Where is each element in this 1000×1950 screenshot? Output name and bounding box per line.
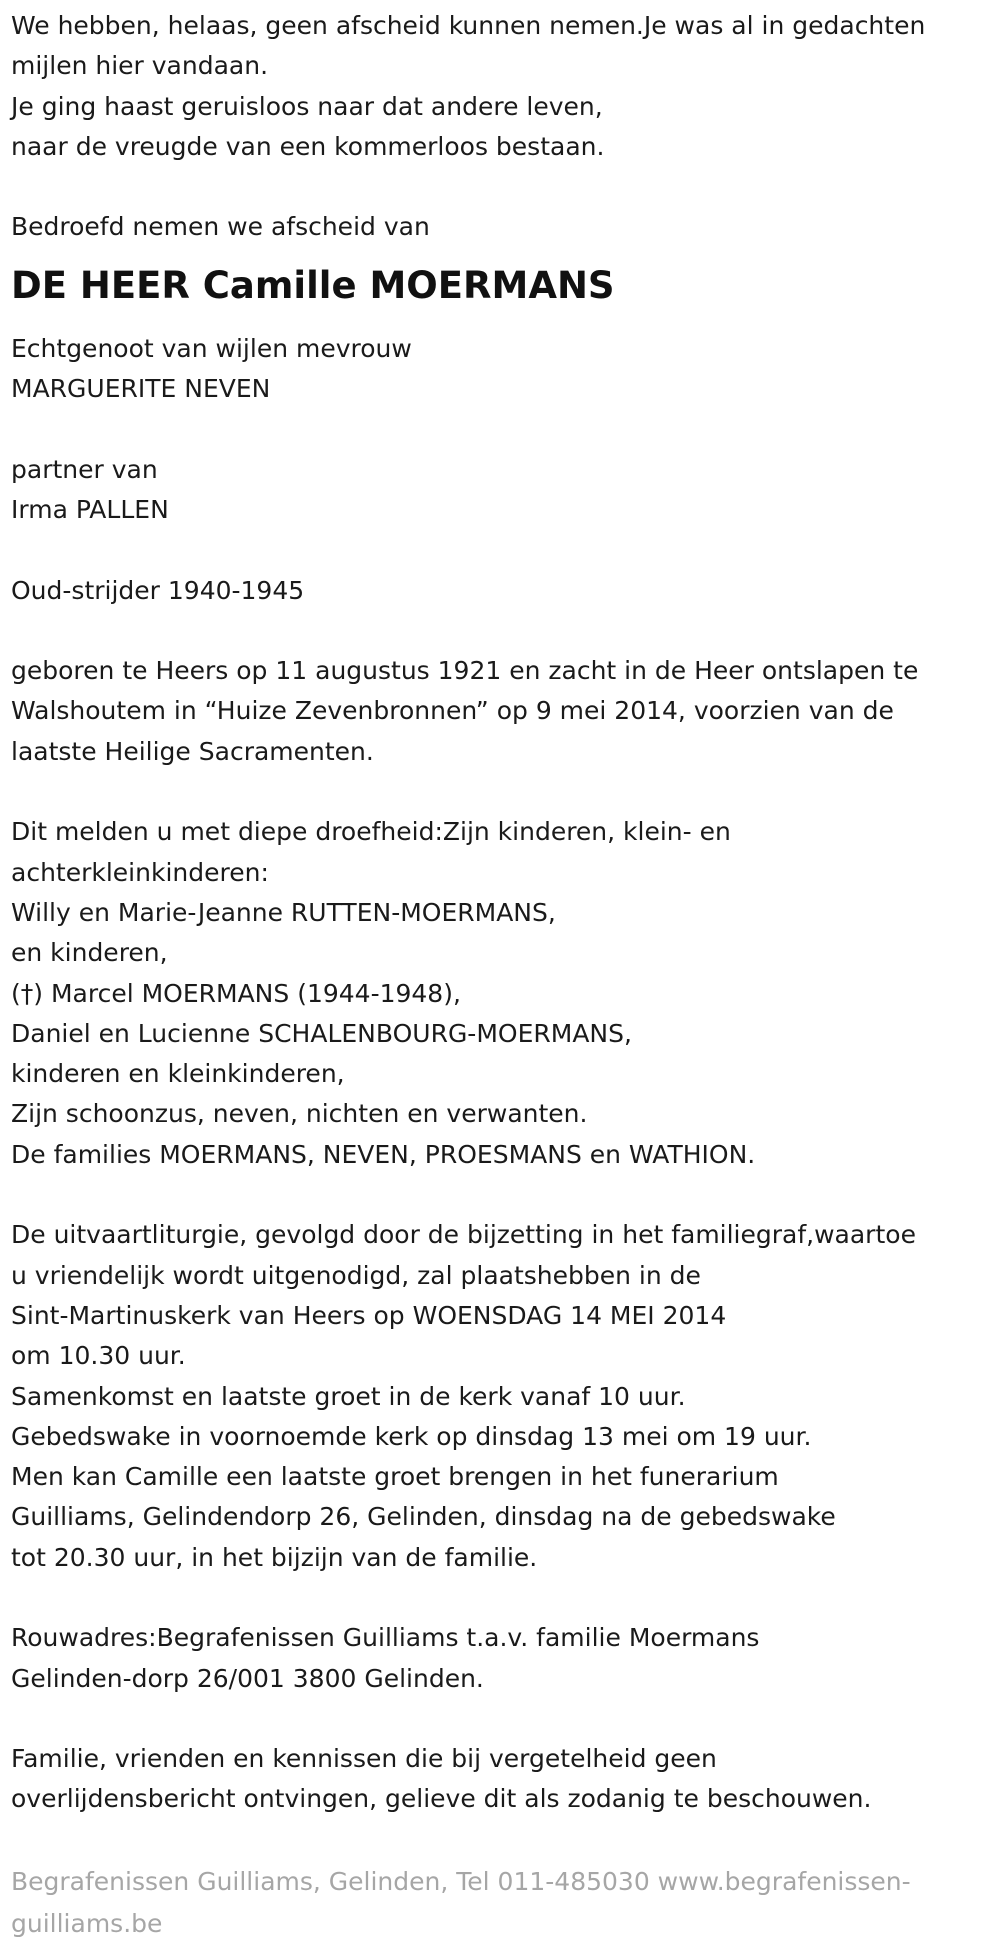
notice-line: Familie, vrienden en kennissen die bij vergetelheid geen [11,1744,717,1774]
funeral-info [11,1215,1000,1578]
notice-line: overlijdensbericht ontvingen, gelieve dit als zodanig te beschouwen. [11,1784,872,1814]
spacer [11,772,1000,812]
spacer [11,1699,1000,1739]
partner-info [11,450,1000,531]
family-line: De families MOERMANS, NEVEN, PROESMANS en WATHION. [11,1139,756,1169]
spacer [11,409,1000,449]
spouse-line: Echtgenoot van wijlen mevrouw [11,333,412,363]
family-line: Willy en Marie-Jeanne RUTTEN-MOERMANS, [11,897,556,927]
family-line: Dit melden u met diepe droefheid:Zijn kinderen, klein- en [11,817,731,847]
birth-death-line: geboren te Heers op 11 augustus 1921 en zacht in de Heer ontslapen te [11,656,919,686]
footer-line: guilliams.be [11,1909,163,1939]
funeral-line: Sint-Martinuskerk van Heers op WOENSDAG 14 MEI 2014 [11,1300,727,1330]
family-list [11,812,1000,1175]
spacer [11,530,1000,570]
funeral-line: Samenkomst en laatste groet in de kerk vanaf 10 uur. [11,1381,686,1411]
veteran-text: Oud-strijder 1940-1945 [11,575,305,605]
spacer [11,1578,1000,1618]
poem-line: We hebben, helaas, geen afscheid kunnen nemen.Je was al in gedachten [11,11,926,40]
spouse-name: MARGUERITE NEVEN [11,374,271,404]
poem-line: mijlen hier vandaan. [11,51,269,81]
deceased-name: DE HEER Camille MOERMANS [11,263,615,307]
footer [11,1862,1000,1945]
birth-death-line: laatste Heilige Sacramenten. [11,736,374,766]
poem-line: Je ging haast geruisloos naar dat andere leven, [11,91,603,121]
funeral-line: Gebedswake in voornoemde kerk op dinsdag 13 mei om 19 uur. [11,1421,812,1451]
footer-line: Begrafenissen Guilliams, Gelinden, Tel 011-485030 www.begrafenissen- [11,1867,911,1897]
family-line: Zijn schoonzus, neven, nichten en verwanten. [11,1099,588,1129]
spacer [11,167,1000,207]
address-line: Rouwadres:Begrafenissen Guilliams t.a.v. familie Moermans [11,1623,760,1653]
funeral-line: tot 20.30 uur, in het bijzijn van de familie. [11,1542,538,1572]
birth-death-line: Walshoutem in “Huize Zevenbronnen” op 9 mei 2014, voorzien van de [11,696,894,726]
family-line: en kinderen, [11,938,168,968]
funeral-line: Men kan Camille een laatste groet brengen in het funerarium [11,1462,779,1492]
intro-text: Bedroefd nemen we afscheid van [11,212,430,242]
funeral-line: Guilliams, Gelindendorp 26, Gelinden, dinsdag na de gebedswake [11,1502,836,1532]
funeral-line: om 10.30 uur. [11,1341,186,1371]
spouse-info [11,329,1000,410]
spacer [11,1820,1000,1860]
partner-name: Irma PALLEN [11,494,169,524]
notice-text [11,1739,1000,1820]
address-line: Gelinden-dorp 26/001 3800 Gelinden. [11,1663,484,1693]
mourning-address [11,1618,1000,1699]
family-line: kinderen en kleinkinderen, [11,1059,345,1089]
funeral-line: u vriendelijk wordt uitgenodigd, zal plaatshebben in de [11,1260,701,1290]
partner-line: partner van [11,454,158,484]
family-line: achterkleinkinderen: [11,857,269,887]
poem-line: naar de vreugde van een kommerloos bestaan. [11,131,605,161]
funeral-line: De uitvaartliturgie, gevolgd door de bijzetting in het familiegraf,waartoe [11,1220,916,1250]
birth-death-info [11,651,1000,772]
family-line: Daniel en Lucienne SCHALENBOURG-MOERMANS, [11,1018,632,1048]
family-line: (†) Marcel MOERMANS (1944-1948), [11,978,461,1008]
poem [11,6,1000,167]
spacer [11,611,1000,651]
title-block [11,248,1000,329]
spacer [11,1175,1000,1215]
